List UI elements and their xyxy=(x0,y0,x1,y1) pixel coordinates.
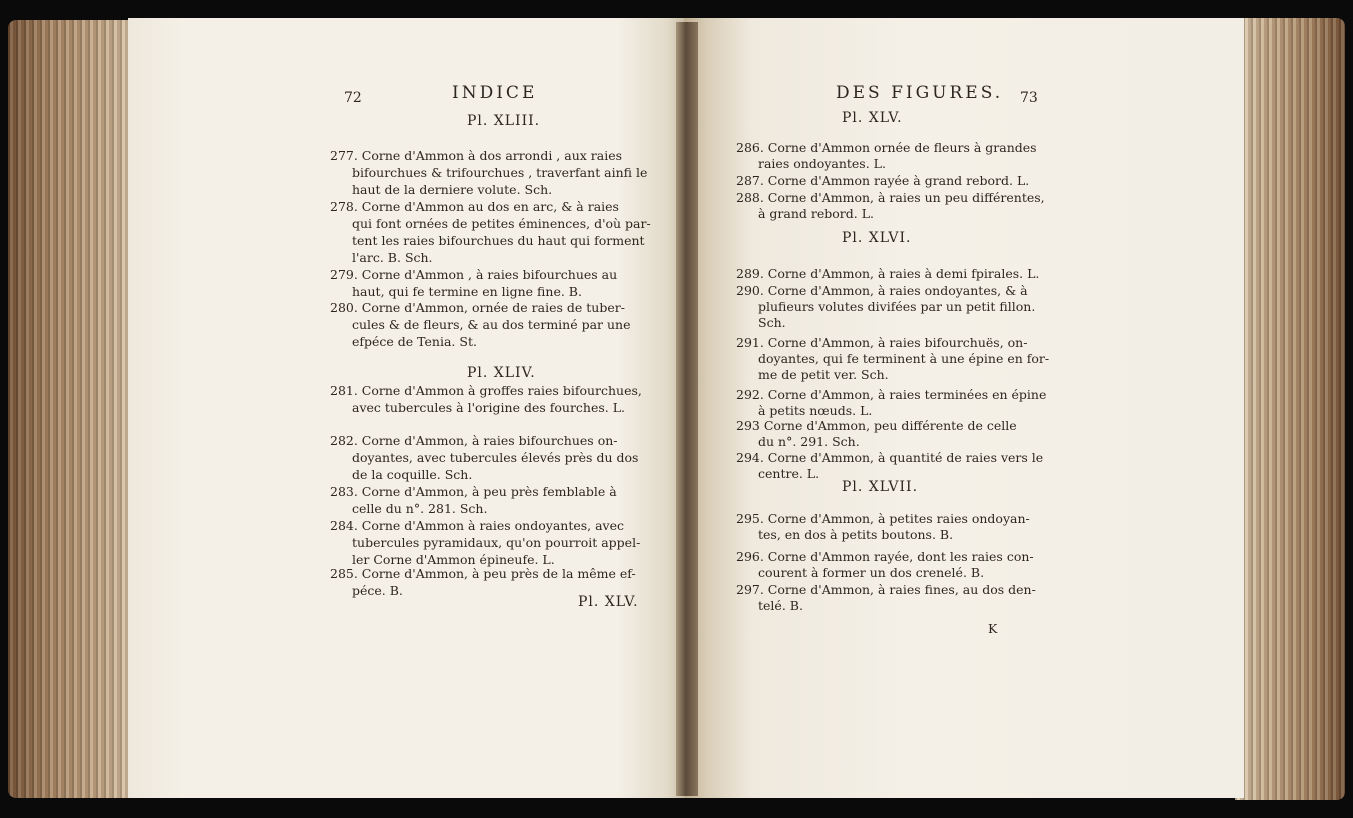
index-entry-continuation: doyantes, avec tubercules élevés près du dos xyxy=(352,450,639,465)
index-entry-continuation: tubercules pyramidaux, qu'on pourroit appel- xyxy=(352,535,641,550)
index-entry: 281. Corne d'Ammon à groffes raies bifourchues, xyxy=(330,383,642,398)
index-entry: 277. Corne d'Ammon à dos arrondi , aux raies xyxy=(330,148,623,163)
index-entry: 297. Corne d'Ammon, à raies fines, au dos den- xyxy=(736,582,1036,597)
index-entry-continuation: de la coquille. Sch. xyxy=(352,467,473,482)
index-entry-continuation: raies ondoyantes. L. xyxy=(758,156,886,171)
index-entry: 284. Corne d'Ammon à raies ondoyantes, avec xyxy=(330,518,625,533)
index-entry-continuation: efpéce de Tenia. St. xyxy=(352,334,477,349)
index-entry: 280. Corne d'Ammon, ornée de raies de tuber- xyxy=(330,300,625,315)
index-entry: 278. Corne d'Ammon au dos en arc, & à raies xyxy=(330,199,619,214)
index-entry-continuation: celle du n°. 281. Sch. xyxy=(352,501,488,516)
right-page-edges xyxy=(1235,18,1345,800)
index-entry-continuation: à petits nœuds. L. xyxy=(758,403,873,418)
index-entry: 290. Corne d'Ammon, à raies ondoyantes, & à xyxy=(736,283,1028,298)
running-header: INDICE xyxy=(452,83,538,103)
index-entry-continuation: bifourchues & trifourchues , traverfant ainfi le xyxy=(352,165,648,180)
page-number: 72 xyxy=(344,90,362,106)
index-entry-continuation: haut, qui fe termine en ligne fine. B. xyxy=(352,284,582,299)
book-gutter xyxy=(676,22,698,796)
index-entry-continuation: l'arc. B. Sch. xyxy=(352,250,433,265)
index-entry: 296. Corne d'Ammon rayée, dont les raies con- xyxy=(736,549,1034,564)
index-entry-continuation: à grand rebord. L. xyxy=(758,206,874,221)
plate-heading: Pl. XLVII. xyxy=(842,479,919,495)
index-entry: 292. Corne d'Ammon, à raies terminées en épine xyxy=(736,387,1047,402)
index-entry-continuation: plufieurs volutes divifées par un petit fillon. xyxy=(758,299,1036,314)
plate-heading: Pl. XLV. xyxy=(842,110,903,126)
plate-heading: Pl. XLIV. xyxy=(467,365,536,381)
index-entry-continuation: cules & de fleurs, & au dos terminé par une xyxy=(352,317,631,332)
index-entry: 287. Corne d'Ammon rayée à grand rebord. L. xyxy=(736,173,1030,188)
index-entry-continuation: avec tubercules à l'origine des fourches. L. xyxy=(352,400,625,415)
running-header: DES FIGURES. xyxy=(836,83,1004,103)
index-entry: 282. Corne d'Ammon, à raies bifourchues on- xyxy=(330,433,618,448)
index-entry-continuation: tes, en dos à petits boutons. B. xyxy=(758,527,954,542)
index-entry-continuation: péce. B. xyxy=(352,583,403,598)
index-entry-continuation: telé. B. xyxy=(758,598,803,613)
plate-heading: Pl. XLVI. xyxy=(842,230,912,246)
index-entry-continuation: ler Corne d'Ammon épineufe. L. xyxy=(352,552,555,567)
signature-mark: K xyxy=(988,621,998,636)
index-entry: 294. Corne d'Ammon, à quantité de raies vers le xyxy=(736,450,1044,465)
index-entry-continuation: courent à former un dos crenelé. B. xyxy=(758,565,985,580)
index-entry: 288. Corne d'Ammon, à raies un peu différentes, xyxy=(736,190,1045,205)
index-entry: 285. Corne d'Ammon, à peu près de la même ef- xyxy=(330,566,636,581)
left-page-edges xyxy=(8,20,143,798)
index-entry-continuation: me de petit ver. Sch. xyxy=(758,367,889,382)
index-entry: 279. Corne d'Ammon , à raies bifourchues au xyxy=(330,267,618,282)
index-entry: 293 Corne d'Ammon, peu différente de celle xyxy=(736,418,1017,433)
index-entry-continuation: tent les raies bifourchues du haut qui forment xyxy=(352,233,645,248)
index-entry: 295. Corne d'Ammon, à petites raies ondoyan- xyxy=(736,511,1030,526)
index-entry-continuation: centre. L. xyxy=(758,466,820,481)
index-entry-continuation: Sch. xyxy=(758,315,786,330)
index-entry: 291. Corne d'Ammon, à raies bifourchuës, on- xyxy=(736,335,1028,350)
index-entry-continuation: haut de la derniere volute. Sch. xyxy=(352,182,553,197)
index-entry: 286. Corne d'Ammon ornée de fleurs à grandes xyxy=(736,140,1037,155)
index-entry-continuation: du n°. 291. Sch. xyxy=(758,434,860,449)
index-entry: 289. Corne d'Ammon, à raies à demi fpirales. L. xyxy=(736,266,1040,281)
page-number: 73 xyxy=(1020,90,1038,106)
index-entry: 283. Corne d'Ammon, à peu près femblable à xyxy=(330,484,617,499)
index-entry-continuation: doyantes, qui fe terminent à une épine en for- xyxy=(758,351,1050,366)
catchword: Pl. XLV. xyxy=(578,594,639,610)
plate-heading: Pl. XLIII. xyxy=(467,113,541,129)
index-entry-continuation: qui font ornées de petites éminences, d'où par- xyxy=(352,216,651,231)
open-book xyxy=(8,14,1345,804)
